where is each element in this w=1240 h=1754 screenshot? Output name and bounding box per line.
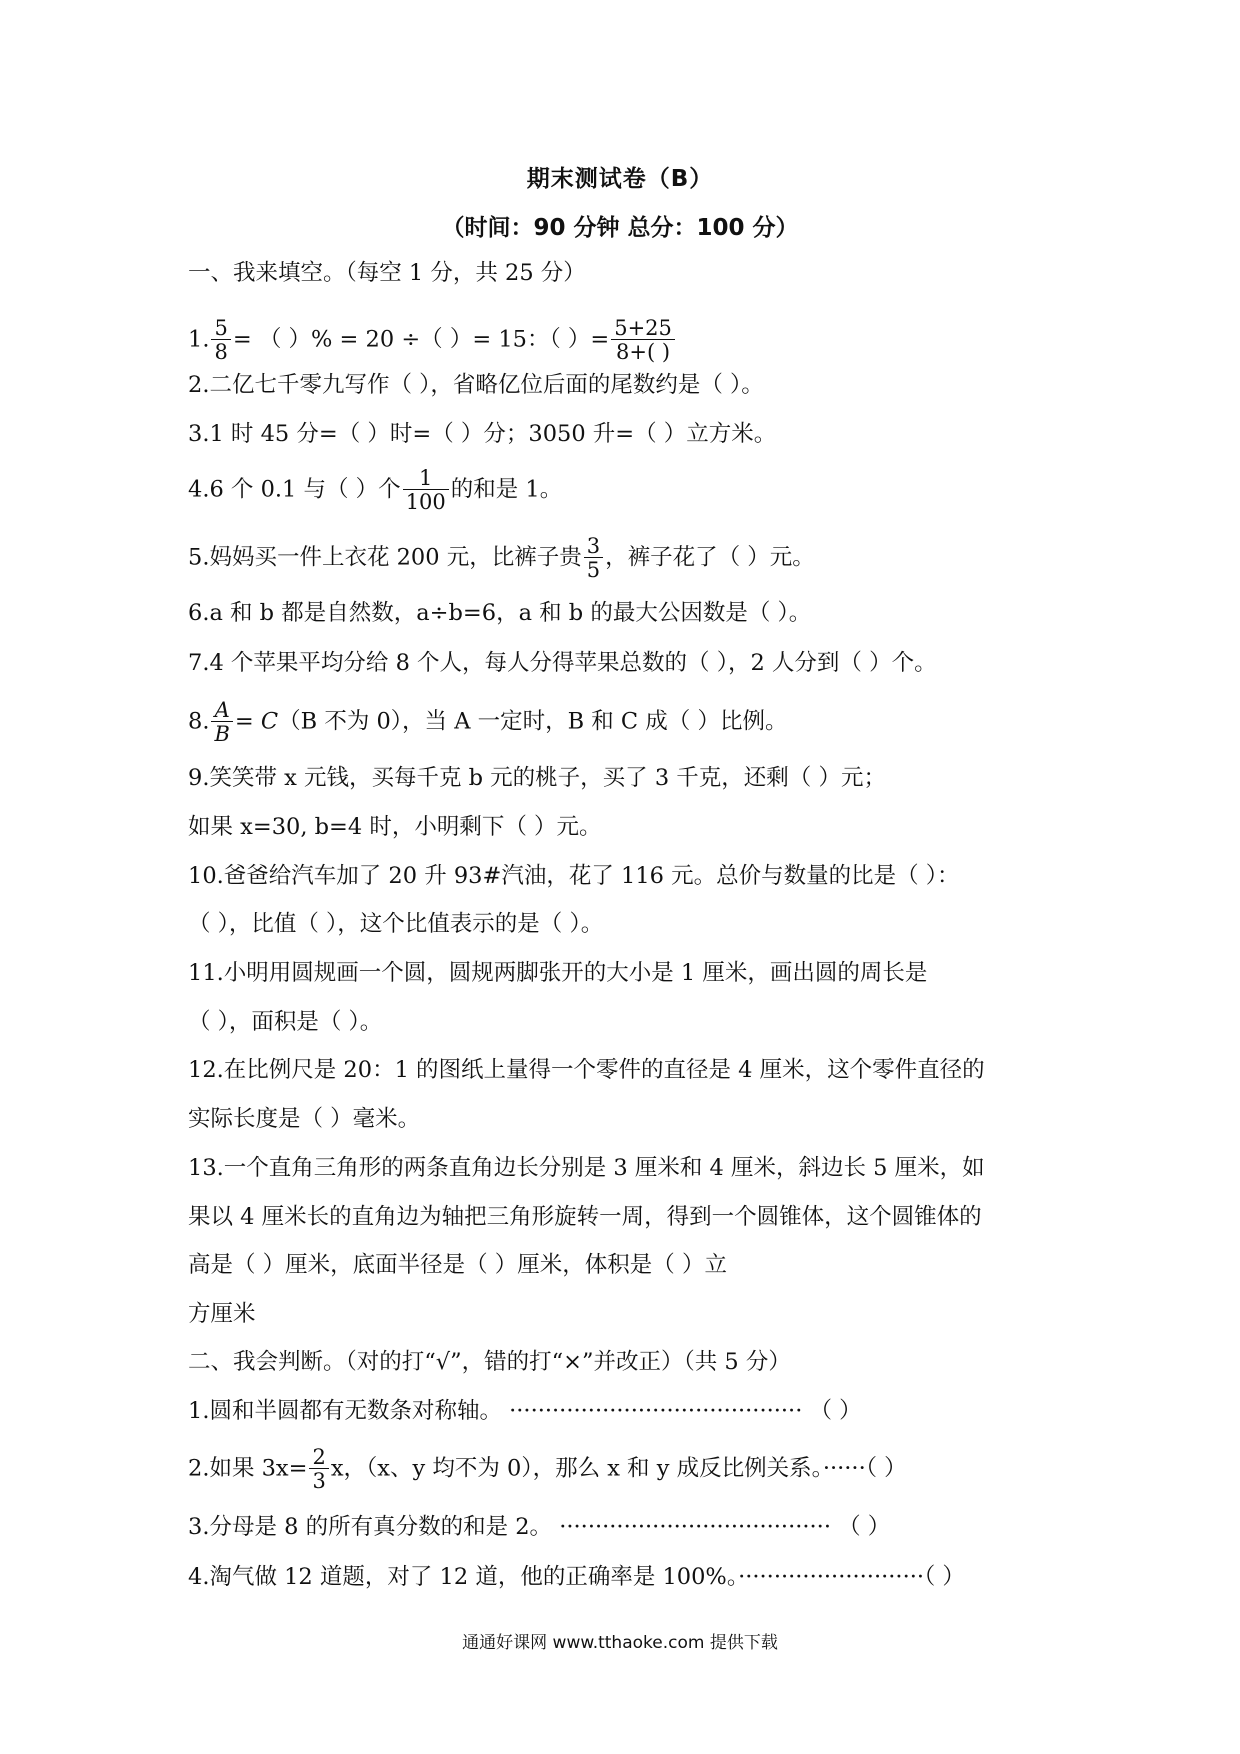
question-9-line-2: 如果 x=30, b=4 时，小明剩下（ ）元。 xyxy=(188,814,602,840)
question-3: 3.1 时 45 分=（ ）时=（ ）分；3050 升=（ ）立方米。 xyxy=(188,421,777,447)
fraction xyxy=(309,1447,328,1492)
question-1 xyxy=(188,318,1068,363)
fraction xyxy=(611,318,675,363)
question-12-line-2: 实际长度是（ ）毫米。 xyxy=(188,1106,421,1132)
fraction-denominator: 8+( ) xyxy=(616,340,671,364)
fraction xyxy=(584,536,603,581)
question-10-line-1: 10.爸爸给汽车加了 20 升 93#汽油，花了 116 元。总价与数量的比是（ ）： xyxy=(188,863,960,889)
judgement-1: 1.圆和半圆都有无数条对称轴。 ········································· （ ） xyxy=(188,1398,862,1424)
fraction-numerator: 3 xyxy=(584,536,603,558)
question-12-line-1: 12.在比例尺是 20：1 的图纸上量得一个零件的直径是 4 厘米，这个零件直径的 xyxy=(188,1057,985,1083)
question-5 xyxy=(188,536,1068,581)
footer-source: 通通好课网 www.tthaoke.com 提供下载 xyxy=(462,1633,778,1653)
question-text: 5.妈妈买一件上衣花 200 元，比裤子贵 xyxy=(188,544,582,571)
question-8 xyxy=(188,700,1068,745)
fraction-numerator: 5 xyxy=(211,318,230,340)
question-10-line-2: （ ），比值（ ），这个比值表示的是（ ）。 xyxy=(188,911,604,937)
question-13-line-3: 高是（ ）厘米，底面半径是（ ）厘米，体积是（ ）立 xyxy=(188,1252,727,1278)
fraction-denominator: B xyxy=(214,722,230,746)
question-13-line-4: 方厘米 xyxy=(188,1301,256,1327)
question-11-line-2: （ ），面积是（ ）。 xyxy=(188,1009,383,1035)
question-6: 6.a 和 b 都是自然数，a÷b=6，a 和 b 的最大公因数是（ ）。 xyxy=(188,600,812,626)
fraction-denominator: 8 xyxy=(214,340,228,364)
judgement-3: 3.分母是 8 的所有真分数的和是 2。 ······································ （ ） xyxy=(188,1514,891,1540)
section-heading: 二、我会判断。（对的打“√”，错的打“×”并改正）（共 5 分） xyxy=(188,1349,791,1375)
page-subtitle: （时间：90 分钟 总分：100 分） xyxy=(441,215,799,241)
fraction xyxy=(403,468,449,513)
fraction-numerator: 2 xyxy=(309,1447,328,1469)
fraction-denominator: 100 xyxy=(405,490,446,514)
question-text: = （ ）% = 20 ÷（ ）= 15：（ ）= xyxy=(232,326,610,353)
fraction-numerator: 5+25 xyxy=(611,318,675,340)
fraction xyxy=(211,318,230,363)
equation-text: = C xyxy=(234,708,279,735)
question-9-line-1: 9.笑笑带 x 元钱，买每千克 b 元的桃子，买了 3 千克，还剩（ ）元； xyxy=(188,765,886,791)
question-7: 7.4 个苹果平均分给 8 个人，每人分得苹果总数的（ ），2 人分到（ ）个。 xyxy=(188,650,937,676)
fraction-denominator: 3 xyxy=(312,1469,326,1493)
question-text: （B 不为 0），当 A 一定时，B 和 C 成（ ）比例。 xyxy=(278,708,788,735)
judgement-4: 4.淘气做 12 道题，对了 12 道，他的正确率是 100%。··························（ ） xyxy=(188,1564,965,1590)
question-text: 2.如果 3x= xyxy=(188,1455,308,1482)
question-13-line-1: 13.一个直角三角形的两条直角边长分别是 3 厘米和 4 厘米，斜边长 5 厘米，如 xyxy=(188,1155,985,1181)
fraction-numerator: 1 xyxy=(403,468,449,490)
fraction-numerator: A xyxy=(214,698,230,722)
fraction-denominator: 5 xyxy=(586,558,601,582)
judgement-2 xyxy=(188,1447,1068,1492)
question-text: 的和是 1。 xyxy=(450,476,563,503)
question-11-line-1: 11.小明用圆规画一个圆，圆规两脚张开的大小是 1 厘米，画出圆的周长是 xyxy=(188,960,928,986)
section-heading: 一、我来填空。（每空 1 分，共 25 分） xyxy=(188,260,586,286)
question-number: 1. xyxy=(188,326,210,353)
question-4 xyxy=(188,468,1068,513)
fraction xyxy=(211,700,232,745)
question-13-line-2: 果以 4 厘米长的直角边为轴把三角形旋转一周，得到一个圆锥体，这个圆锥体的 xyxy=(188,1204,982,1230)
question-text: ，裤子花了（ ）元。 xyxy=(605,544,815,571)
question-text: x，（x、y 均不为 0），那么 x 和 y 成反比例关系。······（ ） xyxy=(330,1455,907,1482)
question-number: 8. xyxy=(188,708,210,735)
page-title: 期末测试卷（B） xyxy=(526,166,714,192)
question-2: 2.二亿七千零九写作（ ），省略亿位后面的尾数约是（ ）。 xyxy=(188,372,764,398)
question-text: 4.6 个 0.1 与（ ）个 xyxy=(188,476,401,503)
